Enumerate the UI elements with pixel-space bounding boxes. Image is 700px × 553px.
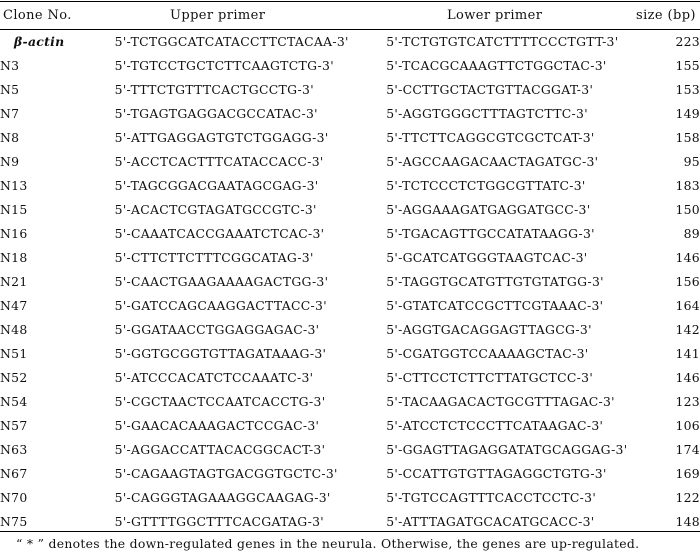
lower-primer-cell: 5'-AGGTGACAGGAGTTAGCG-3' [386, 321, 592, 337]
clone-cell [0, 413, 115, 437]
size-bp-cell: 122 [675, 489, 700, 505]
clone-label: N54 [0, 393, 28, 409]
table-row [0, 437, 700, 461]
clone-label: N8 [0, 130, 20, 146]
clone-label: N67 [0, 465, 28, 481]
clone-cell [0, 198, 115, 222]
table-row [0, 413, 700, 437]
table-top-rule [0, 1, 700, 2]
upper-primer-cell: 5'-CAACTGAAGAAAAGACTGG-3' [114, 274, 329, 289]
table-row [0, 150, 700, 174]
clone-cell [0, 461, 115, 485]
clone-cell [0, 509, 115, 533]
clone-label: N47 [0, 297, 28, 313]
clone-label: N21 [0, 274, 28, 289]
clone-label: N18 [0, 250, 28, 266]
clone-cell [0, 485, 115, 509]
primer-table-body [0, 30, 700, 533]
size-bp-cell: 158 [675, 130, 700, 146]
upper-primer-cell: 5'-GGTGCGGTGTTAGATAAAG-3' [114, 345, 327, 361]
lower-primer-cell: 5'-TGACAGTTGCCATATAAGG-3' [386, 226, 595, 242]
table-bottom-rule [0, 531, 700, 532]
header-clone-no: Clone No. [3, 8, 72, 23]
size-bp-cell: 155 [675, 58, 700, 74]
table-row [0, 102, 700, 126]
table-row [0, 389, 700, 413]
clone-cell [0, 365, 115, 389]
upper-primer-cell: 5'-GATCCAGCAAGGACTTACC-3' [114, 297, 327, 313]
table-row [0, 54, 700, 78]
lower-primer-cell: 5'-GCATCATGGGTAAGTCAC-3' [386, 250, 588, 266]
lower-primer-cell: 5'-CCTTGCTACTGTTACGGAT-3' [386, 82, 594, 98]
upper-primer-cell: 5'-AGGACCATTACACGGCACT-3' [114, 441, 326, 457]
lower-primer-cell: 5'-GTATCATCCGCTTCGTAAAC-3' [386, 297, 604, 313]
upper-primer-cell: 5'-ATTGAGGAGTGTCTGGAGG-3' [114, 130, 329, 146]
upper-primer-cell: 5'-ACACTCGTAGATGCCGTC-3' [114, 202, 317, 218]
clone-label: N75 [0, 513, 28, 529]
clone-label: N5 [0, 82, 20, 98]
lower-primer-cell: 5'-TCACGCAAAGTTCTGGCTAC-3' [386, 58, 607, 74]
clone-label: N3 [0, 58, 20, 74]
lower-primer-cell: 5'-TACAAGACACTGCGTTTAGAC-3' [386, 393, 615, 409]
header-lower-primer: Lower primer [447, 8, 543, 23]
header-upper-primer: Upper primer [170, 8, 266, 23]
lower-primer-cell: 5'-TAGGTGCATGTTGTGTATGG-3' [386, 274, 604, 289]
clone-cell [0, 389, 115, 413]
clone-cell [0, 150, 115, 174]
table-row [0, 30, 700, 54]
clone-cell [0, 174, 115, 198]
clone-cell [0, 222, 115, 246]
header-size-bp: size (bp) [636, 8, 696, 23]
table-row [0, 198, 700, 222]
table-row [0, 365, 700, 389]
clone-cell [0, 102, 115, 126]
size-bp-cell: 156 [675, 274, 700, 289]
lower-primer-cell: 5'-ATTTAGATGCACATGCACC-3' [386, 513, 595, 529]
clone-label: N70 [0, 489, 28, 505]
upper-primer-cell: 5'-TGTCCTGCTCTTCAAGTCTG-3' [114, 58, 334, 74]
upper-primer-cell: 5'-CAGGGTAGAAAGGCAAGAG-3' [114, 489, 331, 505]
upper-primer-cell: 5'-ATCCCACATCTCCAAATC-3' [114, 369, 314, 385]
size-bp-cell: 106 [675, 417, 700, 433]
upper-primer-cell: 5'-TTTCTGTTTCACTGCCTG-3' [114, 82, 314, 98]
clone-label: N51 [0, 345, 28, 361]
clone-label: N15 [0, 202, 28, 218]
size-bp-cell: 142 [675, 321, 700, 337]
clone-label: N57 [0, 417, 28, 433]
size-bp-cell: 141 [675, 345, 700, 361]
upper-primer-cell: 5'-TAGCGGACGAATAGCGAG-3' [114, 178, 319, 194]
size-bp-cell: 223 [675, 34, 700, 50]
table-row [0, 461, 700, 485]
clone-cell [0, 437, 115, 461]
upper-primer-cell: 5'-GAACACAAAGACTCCGAC-3' [114, 417, 320, 433]
table-row [0, 174, 700, 198]
lower-primer-cell: 5'-AGGTGGGCTTTAGTCTTC-3' [386, 106, 588, 122]
lower-primer-cell: 5'-CTTCCTCTTCTTATGCTCC-3' [386, 369, 594, 385]
size-bp-cell: 174 [675, 441, 700, 457]
clone-cell [0, 126, 115, 150]
clone-cell [0, 293, 115, 317]
upper-primer-cell: 5'-CGCTAACTCCAATCACCTG-3' [114, 393, 326, 409]
upper-primer-cell: 5'-GTTTTGGCTTTCACGATAG-3' [114, 513, 325, 529]
clone-label: N52 [0, 369, 28, 385]
clone-cell [0, 341, 115, 365]
lower-primer-cell: 5'-AGCCAAGACAACTAGATGC-3' [386, 154, 599, 170]
lower-primer-cell: 5'-CGATGGTCCAAAAGCTAC-3' [386, 345, 589, 361]
table-row [0, 246, 700, 270]
upper-primer-cell: 5'-CTTCTTCTTTCGGCATAG-3' [114, 250, 314, 266]
size-bp-cell: 123 [675, 393, 700, 409]
size-bp-cell: 169 [675, 465, 700, 481]
size-bp-cell: 183 [675, 178, 700, 194]
size-bp-cell: 149 [675, 106, 700, 122]
table-row [0, 485, 700, 509]
lower-primer-cell: 5'-ATCCTCTCCCTTCATAAGAC-3' [386, 417, 604, 433]
lower-primer-cell: 5'-TTCTTCAGGCGTCGCTCAT-3' [386, 130, 595, 146]
table-row [0, 222, 700, 246]
clone-cell [0, 54, 115, 78]
clone-cell [0, 270, 115, 294]
table-footnote: “ * ” denotes the down-regulated genes in the neurula. Otherwise, the genes are up-regulated. [16, 536, 640, 551]
size-bp-cell: 150 [675, 202, 700, 218]
size-bp-cell: 146 [675, 369, 700, 385]
lower-primer-cell: 5'-GGAGTTAGAGGATATGCAGGAG-3' [386, 441, 628, 457]
size-bp-cell: 89 [683, 226, 700, 242]
table-row [0, 78, 700, 102]
clone-cell [0, 246, 115, 270]
upper-primer-cell: 5'-ACCTCACTTTCATACCACC-3' [114, 154, 324, 170]
clone-label: N13 [0, 178, 28, 194]
size-bp-cell: 95 [683, 154, 700, 170]
clone-label: N9 [0, 154, 20, 170]
lower-primer-cell: 5'-TGTCCAGTTTCACCTCCTC-3' [386, 489, 597, 505]
clone-label: N63 [0, 441, 28, 457]
size-bp-cell: 164 [675, 297, 700, 313]
lower-primer-cell: 5'-TCTCCCTCTGGCGTTATC-3' [386, 178, 586, 194]
table-row [0, 293, 700, 317]
lower-primer-cell: 5'-AGGAAAGATGAGGATGCC-3' [386, 202, 591, 218]
table-header-row [0, 4, 700, 28]
upper-primer-cell: 5'-CAAATCACCGAAATCTCAC-3' [114, 226, 325, 242]
clone-label: N16 [0, 226, 28, 242]
table-row [0, 270, 700, 294]
clone-cell [0, 317, 115, 341]
upper-primer-cell: 5'-CAGAAGTAGTGACGGTGCTC-3' [114, 465, 338, 481]
upper-primer-cell: 5'-TGAGTGAGGACGCCATAC-3' [114, 106, 318, 122]
upper-primer-cell: 5'-GGATAACCTGGAGGAGAC-3' [114, 321, 320, 337]
clone-cell [0, 30, 115, 54]
table-row [0, 341, 700, 365]
lower-primer-cell: 5'-CCATTGTGTTAGAGGCTGTG-3' [386, 465, 607, 481]
table-row [0, 509, 700, 533]
primer-table [0, 30, 700, 533]
clone-label: β-actin [14, 34, 65, 50]
size-bp-cell: 146 [675, 250, 700, 266]
table-row [0, 126, 700, 150]
upper-primer-cell: 5'-TCTGGCATCATACCTTCTACAA-3' [114, 34, 349, 50]
clone-cell [0, 78, 115, 102]
size-bp-cell: 153 [675, 82, 700, 98]
table-row [0, 317, 700, 341]
clone-label: N48 [0, 321, 28, 337]
lower-primer-cell: 5'-TCTGTGTCATCTTTTCCCTGTT-3' [386, 34, 619, 50]
size-bp-cell: 148 [675, 513, 700, 529]
clone-label: N7 [0, 106, 20, 122]
